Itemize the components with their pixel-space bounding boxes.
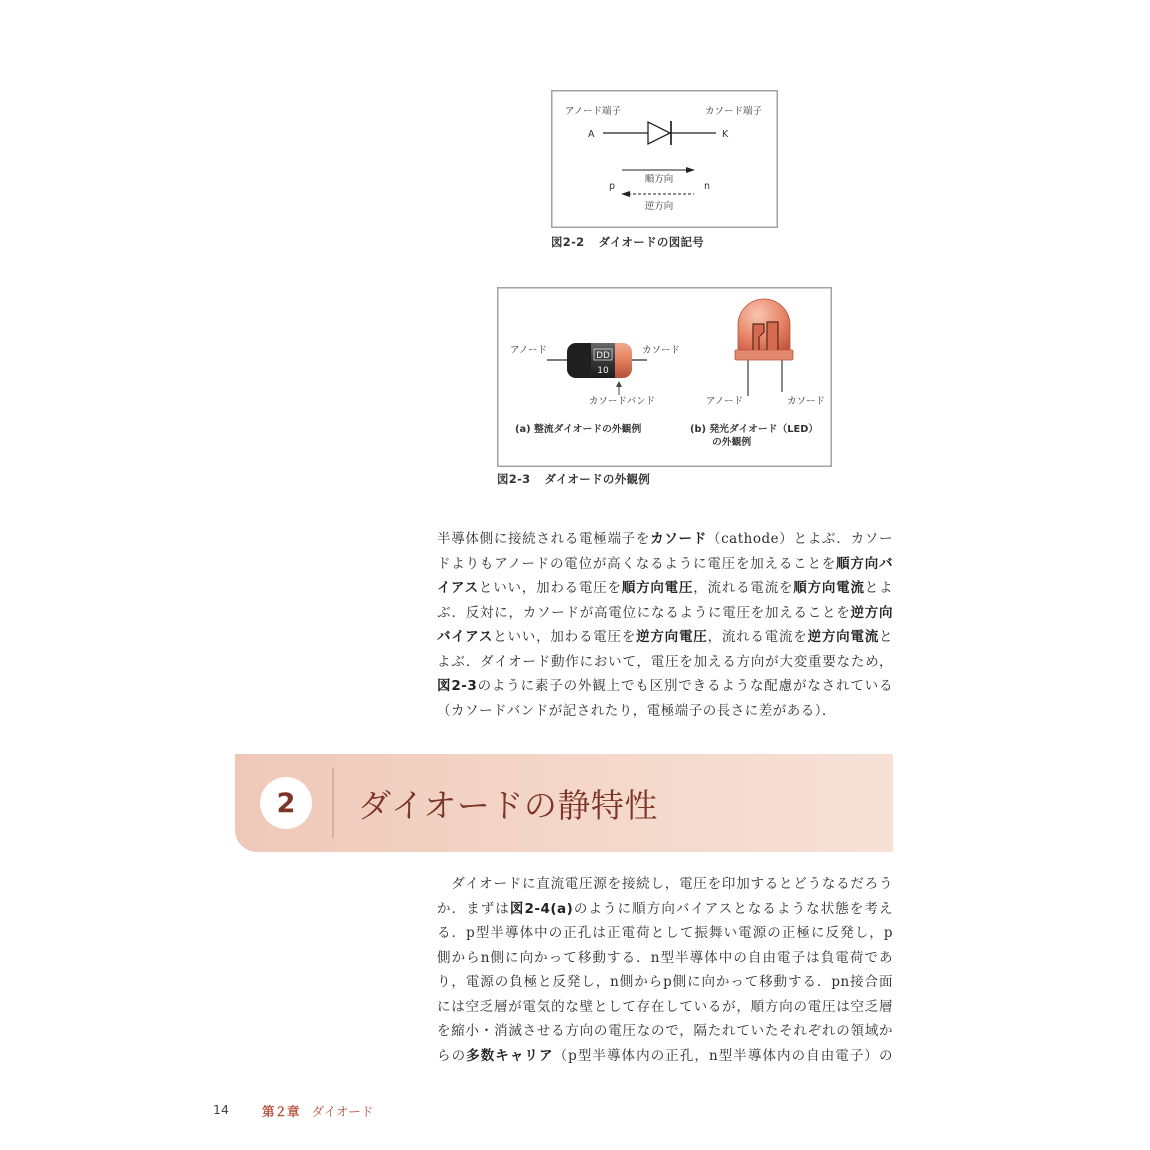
cathode-band-label: カソードバンド (588, 396, 656, 407)
body-text: ，流れる電流を (707, 629, 808, 645)
body-text: （p型半導体内の正孔，n型半導体内の自由電子）の (553, 1047, 893, 1064)
figure-number: 図2-3 (497, 472, 531, 486)
body-line (437, 527, 893, 552)
bold-term: 図2-3 (437, 678, 478, 694)
bold-term: 逆方向電流 (807, 629, 880, 645)
body-line (437, 970, 893, 995)
body-text: といい，加わる電圧を (493, 629, 637, 645)
body-paragraph-static-characteristics (437, 872, 893, 1068)
body-line (437, 625, 893, 650)
body-line (437, 601, 893, 626)
body-text: り，電源の負極と反発し，n側からp側に向かって移動する．pn接合面 (437, 974, 893, 990)
body-text: のように素子の外観上でも区別できるような配慮がなされている (477, 678, 894, 694)
figure-2-3-diode-appearance (497, 287, 832, 467)
body-text: ぶ．反対に，カソードが高電位になるように電圧を加えることを (437, 604, 851, 621)
body-text: には空乏層が電気的な壁として存在しているが，順方向の電圧は空乏層 (437, 998, 893, 1015)
section-title: ダイオードの静特性 (358, 785, 658, 825)
body-text: よぶ．ダイオード動作において，電圧を加える方向が大変重要なため， (437, 653, 893, 670)
chapter-title: ダイオード (311, 1104, 374, 1119)
body-line (437, 552, 893, 577)
section-number-badge: 2 (260, 777, 312, 829)
body-text: とよ (864, 580, 894, 596)
figure-2-2-caption (551, 234, 704, 250)
body-line (437, 995, 893, 1020)
rectifier-dark-end-fill (581, 343, 591, 378)
anode-letter: A (588, 129, 595, 140)
body-text: らの (437, 1047, 467, 1064)
bold-term: バイアス (437, 629, 494, 645)
led-anode-label: アノード (706, 396, 743, 407)
body-line (437, 946, 893, 971)
body-line (437, 674, 893, 699)
body-text: といい，加わる電圧を (478, 580, 622, 596)
p-side-label: p (609, 181, 616, 192)
anode-terminal-label: アノード端子 (565, 106, 621, 117)
led-cathode-label: カソード (787, 396, 826, 407)
n-side-label: n (704, 181, 711, 192)
diode-symbol-diagram (551, 90, 778, 228)
led-caption-line1: (b) 発光ダイオード（LED） (690, 424, 819, 435)
body-line (437, 872, 893, 897)
body-text: と (879, 629, 894, 645)
led-caption-line2: の外観例 (712, 437, 752, 448)
body-line (437, 650, 893, 675)
body-line (437, 699, 893, 724)
figure-title: ダイオードの図記号 (598, 235, 705, 249)
section-divider (332, 768, 334, 838)
diode-appearance-diagram (497, 287, 832, 467)
bold-term: カソード (650, 531, 707, 547)
bold-term: 順方向電圧 (621, 580, 694, 596)
body-text: か．まずは (437, 900, 510, 917)
rectifier-cathode-label: カソード (642, 345, 681, 356)
running-footer-chapter (262, 1102, 373, 1120)
cathode-band-pointer-head (616, 381, 622, 387)
body-text: 半導体側に接続される電極端子を (437, 531, 651, 547)
figure-title: ダイオードの外観例 (544, 472, 651, 486)
bold-term: 逆方向電圧 (636, 629, 708, 645)
bold-term: 順方向バ (836, 555, 894, 572)
body-text: る．p型半導体中の正孔は正電荷として振舞い電源の正極に反発し，p (437, 925, 893, 941)
figure-2-2-diode-symbol (551, 90, 778, 228)
led-die-cathode-post (767, 322, 778, 350)
rectifier-anode-label: アノード (510, 345, 547, 356)
led-rim (735, 350, 793, 360)
body-line (437, 1019, 893, 1044)
bold-term: 図2-4(a) (509, 900, 574, 917)
rectifier-marking-line1: DD (596, 351, 610, 361)
body-text: ダイオードに直流電圧源を接続し，電圧を印加するとどうなるだろう (437, 876, 893, 892)
body-line (437, 921, 893, 946)
bold-term: 逆方向 (850, 604, 893, 621)
rectifier-caption: (a) 整流ダイオードの外観例 (515, 424, 642, 435)
body-text: （cathode）とよぶ．カソー (706, 531, 894, 547)
reverse-direction-label: 逆方向 (644, 201, 674, 212)
body-line (437, 576, 893, 601)
page-number: 14 (213, 1102, 229, 1117)
bold-term: 多数キャリア (466, 1047, 554, 1064)
rectifier-marking-line2: 10 (597, 366, 609, 376)
figure-2-3-caption (497, 471, 650, 487)
cathode-letter: K (722, 129, 729, 140)
chapter-label: 第２章 (262, 1104, 300, 1119)
body-text: 側からn側に向かって移動する．n型半導体中の自由電子は負電荷であ (437, 949, 893, 966)
bold-term: イアス (437, 580, 479, 596)
body-text: のように順方向バイアスとなるような状態を考え (573, 900, 893, 917)
body-text: （カソードバンドが記されたり，電極端子の長さに差がある）． (437, 702, 836, 719)
body-line (437, 1044, 893, 1069)
cathode-terminal-label: カソード端子 (705, 106, 763, 117)
diode-triangle-symbol (648, 122, 670, 144)
body-text: を縮小・消滅させる方向の電圧なので，隔たれていたそれぞれの領域か (437, 1023, 893, 1039)
bold-term: 順方向電流 (793, 580, 865, 596)
body-text: ドよりもアノードの電位が高くなるように電圧を加えることを (437, 555, 837, 572)
forward-direction-label: 順方向 (644, 174, 674, 185)
forward-arrow-head (686, 167, 695, 173)
body-line (437, 897, 893, 922)
body-text: ，流れる電流を (693, 580, 794, 596)
section-heading-band (235, 754, 893, 852)
figure-number: 図2-2 (551, 235, 585, 249)
reverse-arrow-head (621, 191, 630, 197)
body-paragraph-cathode-bias (437, 527, 893, 723)
